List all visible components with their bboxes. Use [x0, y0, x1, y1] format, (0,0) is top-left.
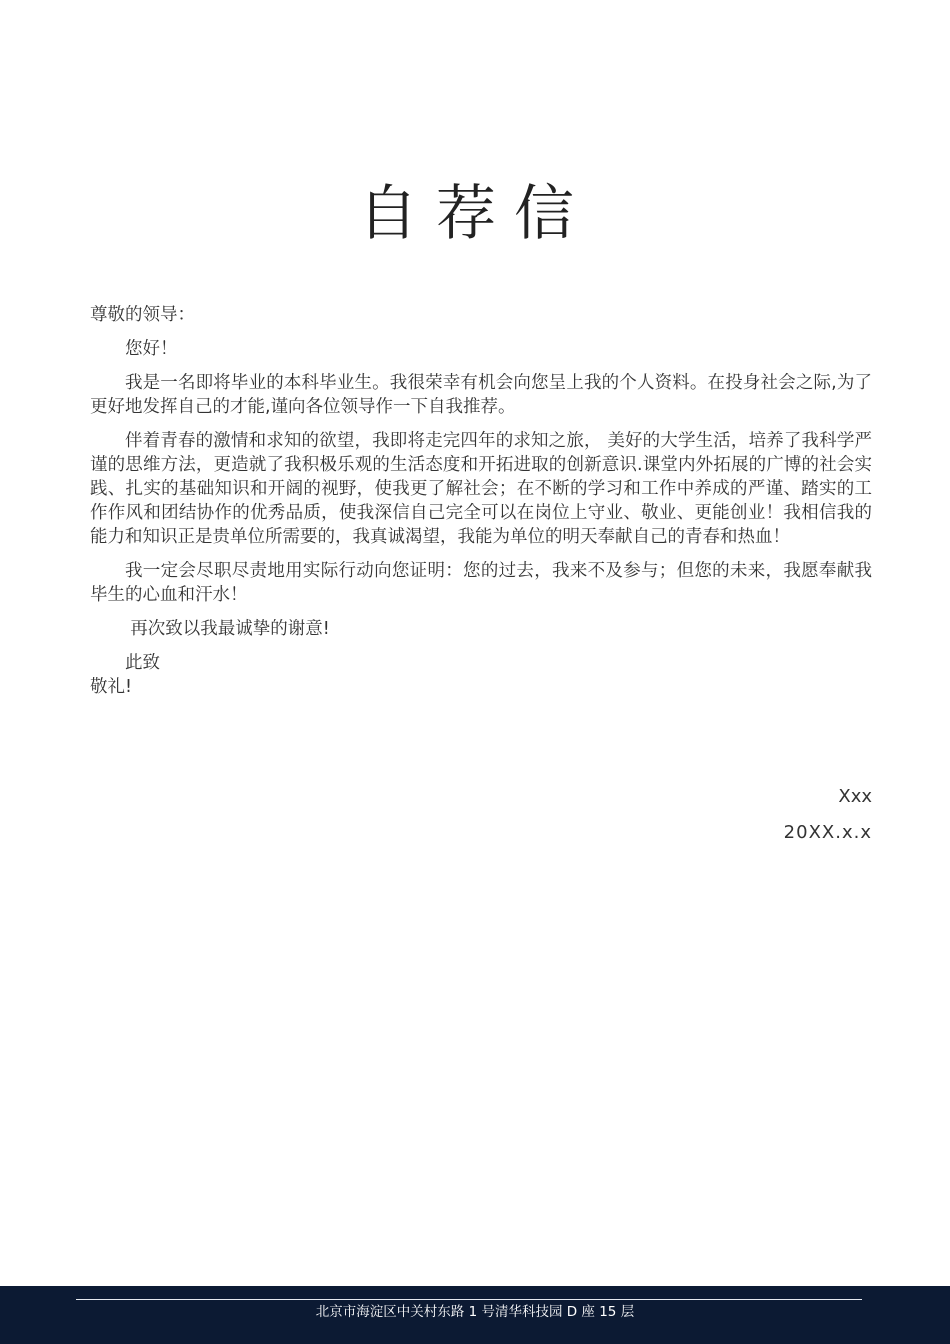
greeting: 您好！ [125, 339, 178, 359]
letter-body [90, 303, 872, 699]
paragraph-commitment: 我一定会尽职尽责地用实际行动向您证明：您的过去，我来不及参与；但您的未来，我愿奉献我毕生的心血和汗水！ [90, 561, 872, 605]
thanks-line: 再次致以我最诚挚的谢意! [130, 619, 330, 639]
paragraph-experience: 伴着青春的激情和求知的欲望，我即将走完四年的求知之旅， 美好的大学生活，培养了我科学严谨的思维方法，更造就了我积极乐观的生活态度和开拓进取的创新意识.课堂内外拓展的广博的社会实践、扎实的基础知识和开阔的视野，使我更了解社会；在不断的学习和工作中养成的严谨、踏实的工作作风和团结协作的优秀品质，使我深信自己完全可以在岗位上守业、敬业、更能创业！我相信我的能力和知识正是贵单位所需要的，我真诚渴望，我能为单位的明天奉献自己的青春和热血！ [90, 431, 872, 547]
closing-line-2: 敬礼! [90, 677, 133, 697]
signature-date: 20XX.x.x [783, 822, 872, 843]
salutation: 尊敬的领导： [90, 305, 195, 325]
page-title: 自荐信 [358, 179, 592, 250]
footer-address: 北京市海淀区中关村东路 1 号清华科技园 D 座 15 层 [315, 1304, 635, 1320]
paragraph-intro: 我是一名即将毕业的本科毕业生。我很荣幸有机会向您呈上我的个人资料。在投身社会之际,为了更好地发挥自己的才能,谨向各位领导作一下自我推荐。 [90, 373, 872, 417]
footer-bar [0, 1286, 950, 1344]
signature-name: Xxx [838, 786, 872, 807]
footer-divider [76, 1299, 862, 1300]
closing-line-1: 此致 [125, 653, 160, 673]
signature-block [784, 785, 872, 845]
